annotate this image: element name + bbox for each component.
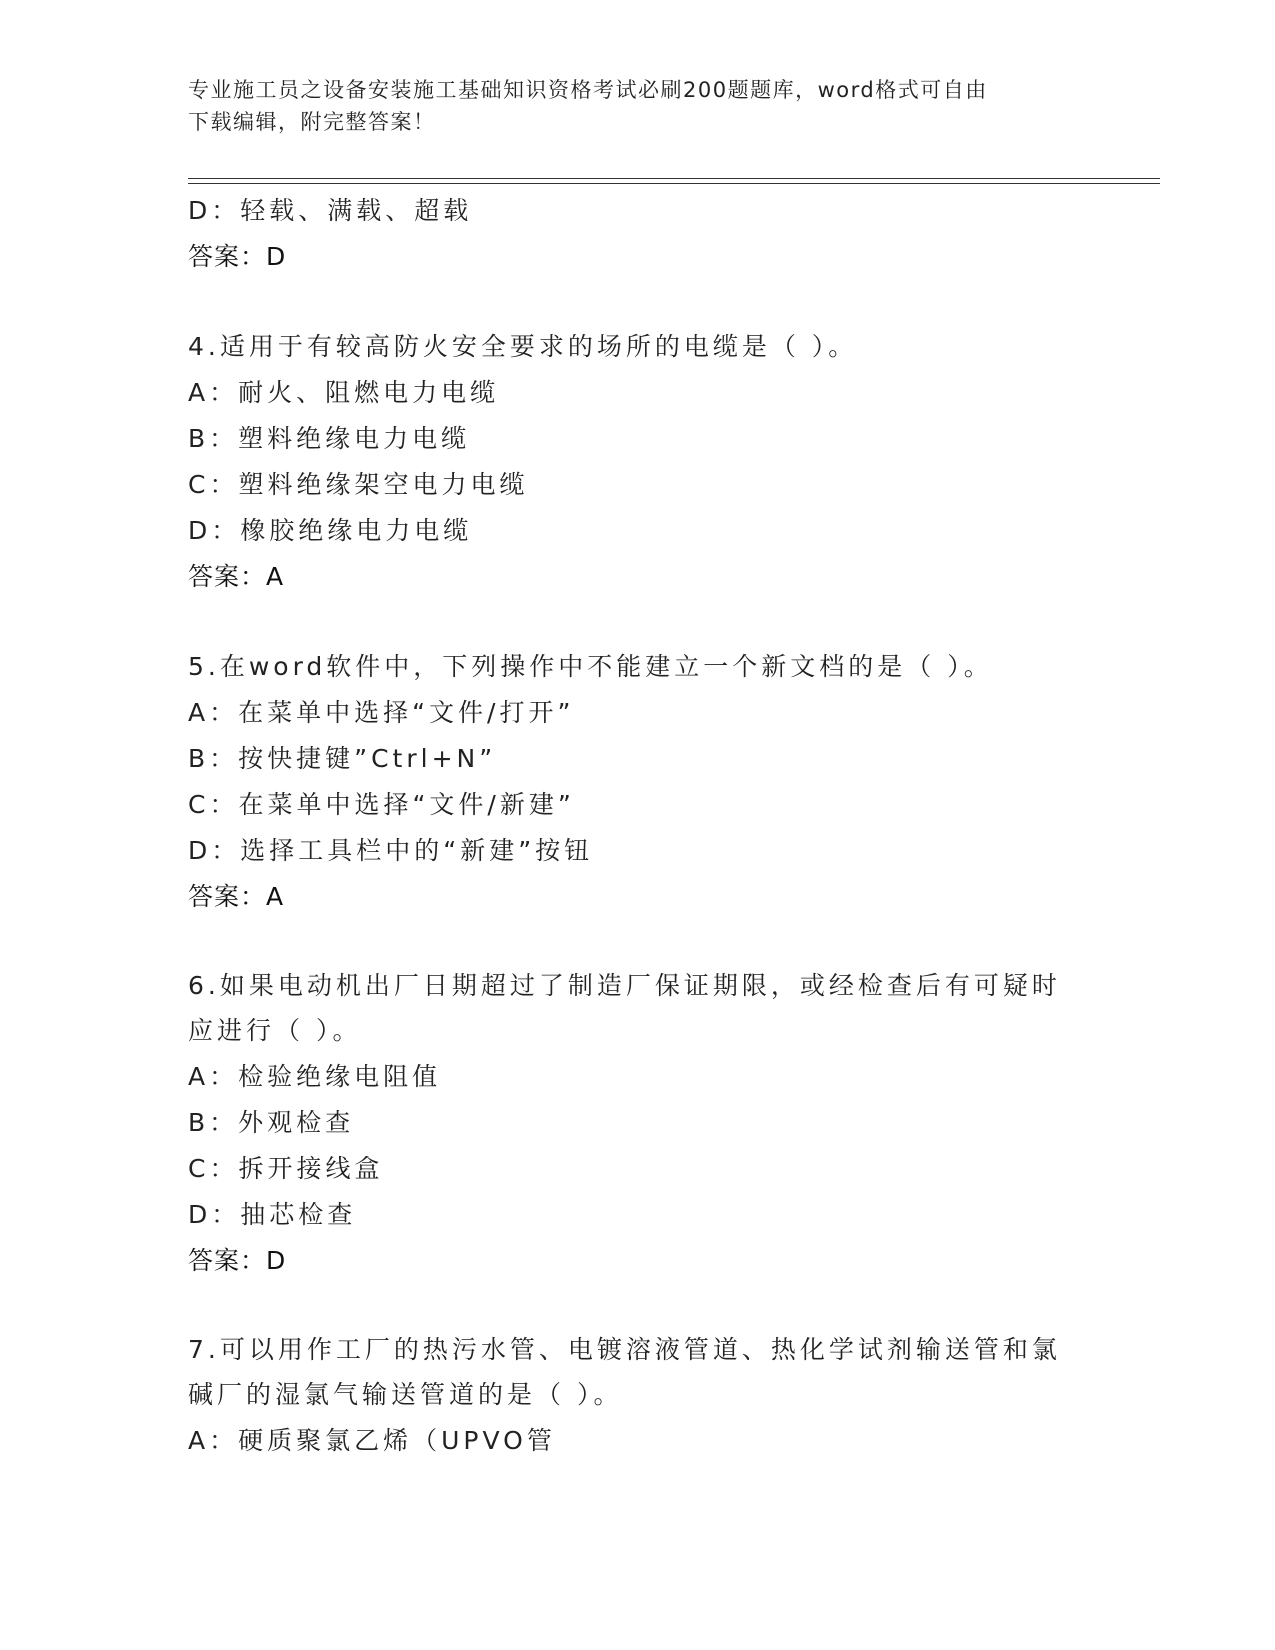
question-text: 6.如果电动机出厂日期超过了制造厂保证期限，或经检查后有可疑时	[188, 971, 1061, 1000]
header-rule-bottom	[188, 183, 1160, 184]
answer: 答案：D	[188, 242, 287, 271]
option-b: B：塑料绝缘电力电缆	[188, 424, 471, 453]
question-5	[188, 644, 1088, 920]
answer: 答案：A	[188, 882, 285, 911]
answer: 答案：D	[188, 1246, 287, 1275]
option-a: A：耐火、阻燃电力电缆	[188, 378, 500, 407]
option-b: B：外观检查	[188, 1108, 355, 1137]
question-text-cont: 碱厂的湿氯气输送管道的是（ ）。	[188, 1380, 623, 1409]
question-3-tail	[188, 188, 1088, 280]
question-6	[188, 964, 1088, 1284]
option-d: D：轻载、满载、超载	[188, 196, 473, 225]
option-c: C：拆开接线盒	[188, 1154, 384, 1183]
option-c: C：在菜单中选择“文件/新建”	[188, 790, 575, 819]
option-a: A：检验绝缘电阻值	[188, 1062, 442, 1091]
header-rule-top	[188, 178, 1160, 179]
option-d: D：橡胶绝缘电力电缆	[188, 516, 473, 545]
option-d: D：抽芯检查	[188, 1200, 357, 1229]
question-text-cont: 应进行（ ）。	[188, 1016, 362, 1045]
header-line-2: 下载编辑，附完整答案！	[188, 110, 436, 134]
question-4	[188, 324, 1088, 600]
header-line-1: 专业施工员之设备安装施工基础知识资格考试必刷200题题库，word格式可自由	[188, 78, 988, 102]
document-body	[188, 188, 1088, 1464]
answer: 答案：A	[188, 562, 285, 591]
option-b: B：按快捷键”Ctrl+N”	[188, 744, 497, 773]
question-7	[188, 1328, 1088, 1464]
question-text: 4.适用于有较高防火安全要求的场所的电缆是（ ）。	[188, 332, 858, 361]
document-header	[188, 74, 1068, 138]
option-d: D：选择工具栏中的“新建”按钮	[188, 836, 594, 865]
option-a: A：在菜单中选择“文件/打开”	[188, 698, 575, 727]
option-c: C：塑料绝缘架空电力电缆	[188, 470, 529, 499]
option-a: A：硬质聚氯乙烯（UPVO管	[188, 1426, 556, 1455]
question-text: 7.可以用作工厂的热污水管、电镀溶液管道、热化学试剂输送管和氯	[188, 1335, 1061, 1364]
question-text: 5.在word软件中，下列操作中不能建立一个新文档的是（ ）。	[188, 652, 993, 681]
